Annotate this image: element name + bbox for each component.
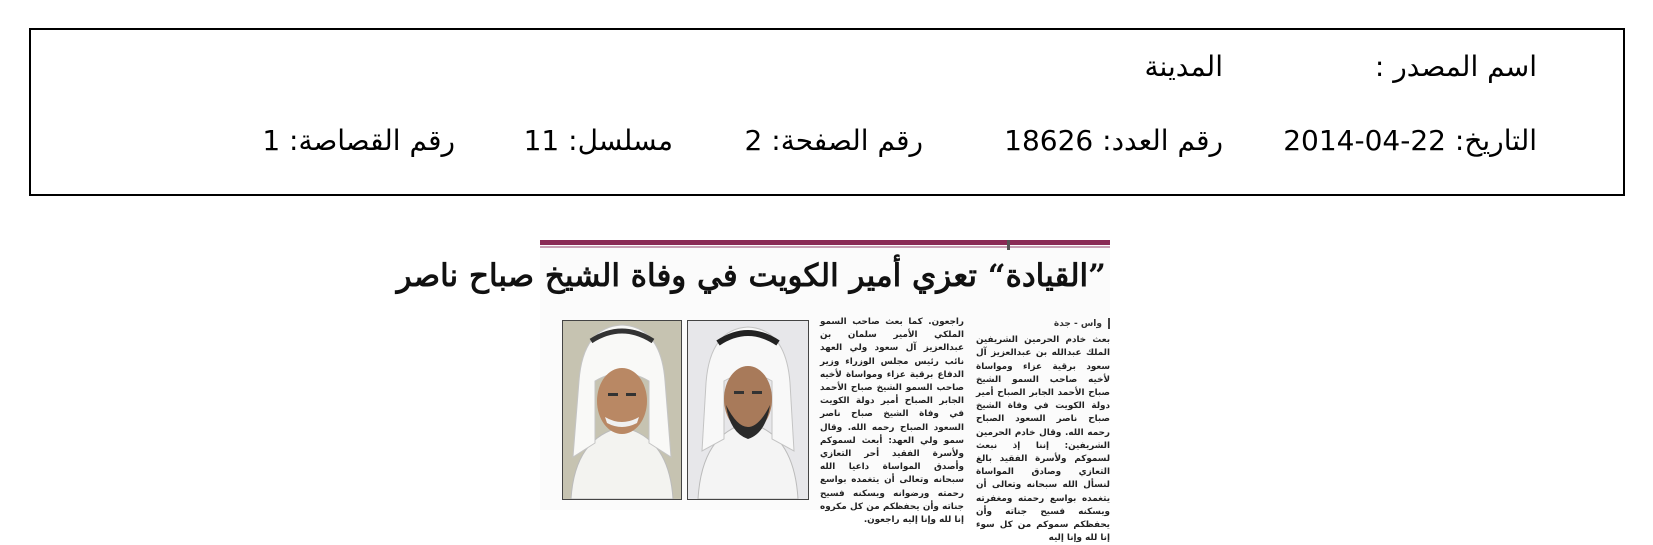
newspaper-clipping xyxy=(396,240,1110,544)
byline-text: واس - جدة xyxy=(1053,319,1102,329)
page-number-field: رقم الصفحة: 2 xyxy=(744,124,923,157)
source-value: المدينة xyxy=(1144,50,1223,83)
column-middle-text: راجعون. كما بعث صاحب السمو الملكي الأمير سلمان بن عبدالعزيز آل سعود ولي العهد نائب رئيس مجلس الوزراء وزير الدفاع برقية عزاء ومواساة لأخيه صاحب السمو الشيخ صباح الأحمد الجابر الصباح أمير دولة الكويت في وفاة الشيخ صباح ناصر السعود الصباح رحمه الله. وقال سمو ولي العهد: أبعث لسموكم ولأسرة الفقيد أحر التعازي وأصدق المواساة داعيا الله سبحانه وتعالى أن يتغمده بواسع رحمته ورضوانه ويسكنه فسيح جناته وأن يحفظكم من كل مكروه إنا لله وإنا إليه راجعون. xyxy=(820,317,964,526)
serial-field: مسلسل: 11 xyxy=(523,124,673,157)
column-right-text: بعث خادم الحرمين الشريفين الملك عبدالله بن عبدالعزيز آل سعود برقية عزاء ومواساة لأخيه صاحب السمو الشيخ صباح الأحمد الجابر الصباح أمير دولة الكويت في وفاة الشيخ صباح ناصر السعود الصباح رحمه الله. وقال خادم الحرمين الشريفين: إننا إذ نبعث لسموكم ولأسرة الفقيد بالغ التعازي وصادق المواساة لنسأل الله سبحانه وتعالى أن يتغمده بواسع رحمته ومغفرته ويسكنه فسيح جناته وأن يحفظكم سموكم من كل سوء إنا لله وإنا إليه xyxy=(976,335,1110,544)
rule-marker xyxy=(1007,240,1010,250)
portrait-1-image xyxy=(688,321,808,499)
source-info-box xyxy=(29,28,1625,196)
byline-bar xyxy=(1108,318,1110,329)
portrait-2-image xyxy=(563,321,681,499)
issue-number-field: رقم العدد: 18626 xyxy=(1004,124,1223,157)
portrait-photo-2 xyxy=(562,320,682,500)
date-field: التاريخ: 22-04-2014 xyxy=(1283,124,1537,157)
article-byline xyxy=(976,318,1110,331)
top-rule-thin xyxy=(540,246,1110,248)
clipping-number-field: رقم القصاصة: 1 xyxy=(262,124,455,157)
source-label: اسم المصدر : xyxy=(1374,50,1537,83)
portrait-photo-1 xyxy=(687,320,809,500)
article-headline: ”القيادة“ تعزي أمير الكويت في وفاة الشيخ صباح ناصر xyxy=(396,258,1106,294)
article-column-middle xyxy=(820,316,964,527)
top-rule xyxy=(540,240,1110,245)
article-column-right xyxy=(976,318,1110,545)
